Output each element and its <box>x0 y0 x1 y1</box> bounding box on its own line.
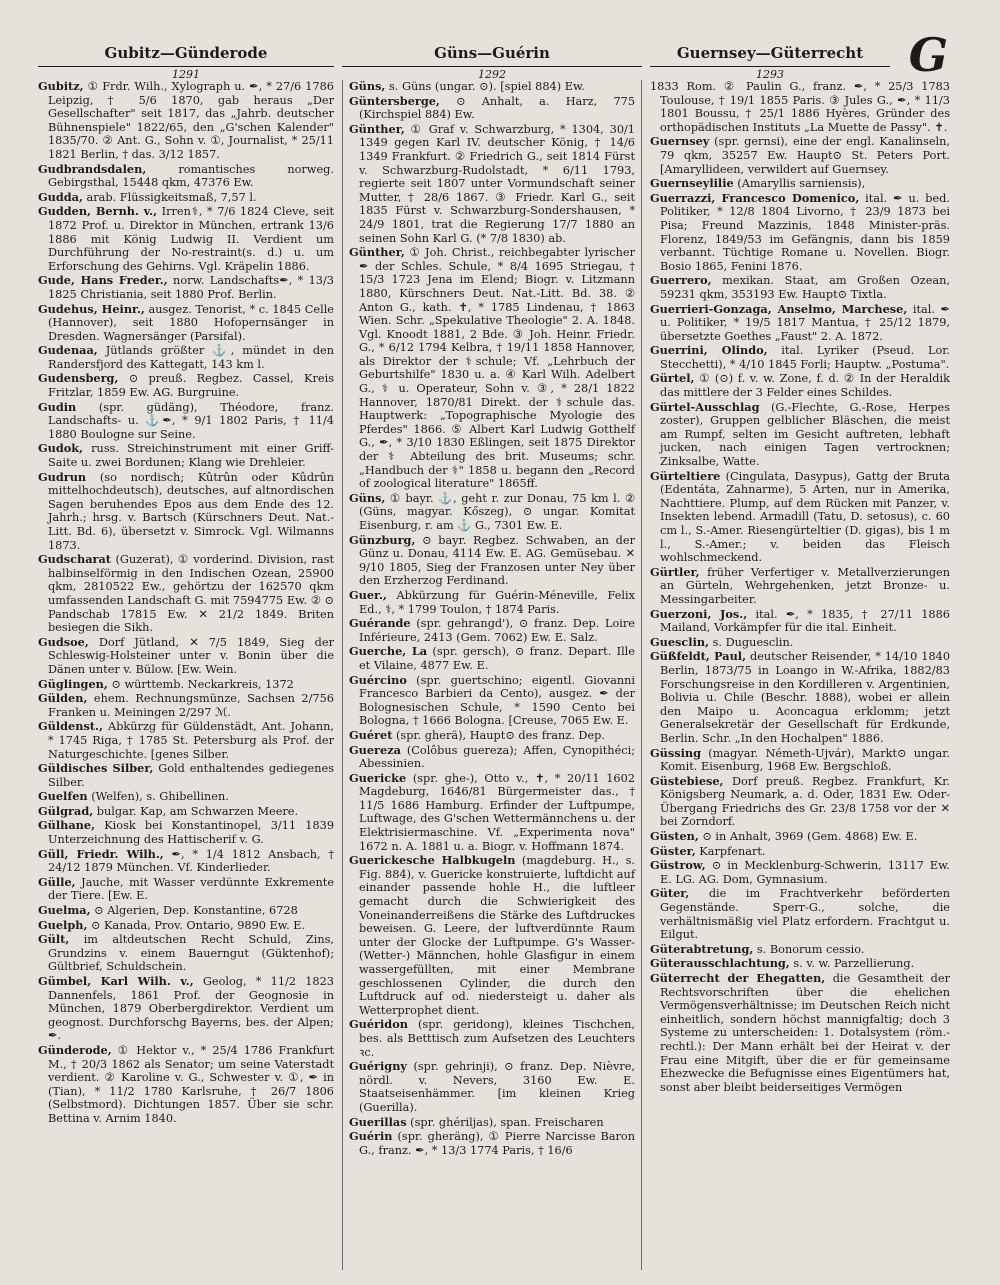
dictionary-entry <box>38 636 334 677</box>
header-title: Guernsey—Güterrecht <box>676 44 864 62</box>
dictionary-entry <box>38 904 334 918</box>
entry-text: ① Hektor v., * 25/4 1786 Frankfurt M., † 20/3 1862 als Senator; um seine Vaterstadt verdient. ② Karoline v. G., Schwester v. ①, ✒ in (Tian), * 11/2 1780 Karlsruhe, † 26/7 1806 (Selbstmord). Dichtungen 1857. Über sie schr. Bettina v. Arnim 1840. <box>48 1043 334 1125</box>
entry-text: (spr. gehrinji), ⊙ franz. Dep. Nièvre, nördl. v. Nevers, 3160 Ew. E. Staatseisenhämmer. [im kleinen Krieg (Guerilla). <box>359 1060 635 1114</box>
entry-text: ital. ✒, * 1835, † 27/11 1886 Mailand, Vorkämpfer für die ital. Einheit. <box>660 607 950 635</box>
entry-headword: Guernseylilie <box>650 176 734 191</box>
entry-text: (magyar. Németh-Ujvár), Markt⊙ ungar. Komit. Eisenburg, 1968 Ew. Bergschloß. <box>660 746 950 774</box>
entry-headword: Guelph, <box>38 917 88 932</box>
dictionary-entry <box>650 845 950 859</box>
entry-text: arab. Flüssigkeitsmaß, 7,57 l. <box>86 190 257 204</box>
dictionary-entry <box>38 553 334 635</box>
entry-headword: Günderode, <box>38 1042 112 1057</box>
entry-text: (spr. ghériljas), span. Freischaren <box>410 1115 604 1129</box>
entry-headword: Gürtler, <box>650 564 700 579</box>
entry-headword: Guerrazzi, Francesco Domenico, <box>650 190 860 205</box>
dictionary-entry <box>349 589 635 616</box>
dictionary-entry <box>349 772 635 854</box>
dictionary-entry <box>650 177 950 191</box>
entry-text: mexikan. Staat, am Großen Ozean, 59231 qkm, 353193 Ew. Haupt⊙ Tixtla. <box>660 274 950 301</box>
entry-text: ausgez. Tenorist, * c. 1845 Celle (Hannover), seit 1880 Hofopernsänger in Dresden. Wagnersänger (Parsifal). <box>48 302 334 343</box>
entry-headword: Guéret <box>349 727 393 742</box>
page-header-middle <box>342 44 642 81</box>
entry-text: (Colôbus guereza); Affen, Cynopithéci; Abessinien. <box>359 743 636 771</box>
entry-headword: Güstebiese, <box>650 773 724 788</box>
entry-headword: Gülle, <box>38 874 76 889</box>
dictionary-entry <box>650 344 950 371</box>
entry-text: (spr. gehrangd'), ⊙ franz. Dep. Loire Inférieure, 2413 (Gem. 7062) Ew. E. Salz. <box>359 617 635 644</box>
entry-headword: Gudsoe, <box>38 634 89 649</box>
header-title: Gubitz—Günderode <box>104 44 268 62</box>
section-letter: G <box>908 28 948 82</box>
dictionary-entry <box>650 830 950 844</box>
entry-headword: Guericke <box>349 770 407 785</box>
dictionary-entry <box>650 608 950 635</box>
entry-headword: Güntersberge, <box>349 93 440 108</box>
dictionary-entry <box>38 762 334 789</box>
entry-headword: Güter, <box>650 886 690 901</box>
entry-headword: Günzburg, <box>349 532 416 547</box>
entry-headword: Güll, Friedr. Wilh., <box>38 846 164 861</box>
dictionary-entry <box>349 729 635 743</box>
entry-text: ital. Lyriker (Pseud. Lor. Stecchetti), * 4/10 1845 Forli; Hauptw. „Postuma". <box>660 344 950 371</box>
page-number: 1293 <box>650 66 890 81</box>
entry-headword: Gülden, <box>38 691 88 706</box>
dictionary-entry <box>38 372 334 399</box>
dictionary-entry <box>38 471 334 553</box>
entry-headword: Guérigny <box>349 1059 407 1074</box>
entry-headword: Güns, <box>349 490 386 505</box>
entry-text: norw. Landschafts✒, * 13/3 1825 Christiania, seit 1880 Prof. Berlin. <box>48 274 334 301</box>
entry-headword: Guelfen <box>38 789 88 804</box>
dictionary-entry <box>650 401 950 469</box>
dictionary-entry <box>650 887 950 941</box>
dictionary-entry <box>650 470 950 565</box>
entry-text: ital. ✒ u. bed. Politiker, * 12/8 1804 Livorno, † 23/9 1873 bei Pisa; Freund Mazzinis, 1848 Minister-präs. Florenz, 1849/53 im Gefängnis, dann bis 1859 verbannt. Tüchtige Romane u. Novellen. Biogr. Bosio 1865, Fenini 1876. <box>660 191 950 273</box>
entry-headword: Güns, <box>349 80 386 93</box>
entry-text: Abkürzung für Guérin-Méneville, Felix Ed., ⚕, * 1799 Toulon, † 1874 Paris. <box>359 588 635 616</box>
entry-headword: Guesclin, <box>650 634 710 649</box>
entry-headword: Guéridon <box>349 1017 408 1032</box>
entry-text: ital. ✒ u. Politiker, * 19/5 1817 Mantua, † 25/12 1879, übersetzte Goethes „Faust" 2. A. 1872. <box>660 302 950 343</box>
dictionary-entry <box>38 919 334 933</box>
entry-text: die im Frachtverkehr beförderten Gegenstände. Sperr-G., solche, die verhältnismäßig viel Platz erfordern. Frachtgut u. Eilgut. <box>660 887 950 942</box>
entry-text: Dorf Jütland, ✕ 7/5 1849, Sieg der Schleswig-Holsteiner unter v. Bonin über die Dänen unter v. Bülow. [Ew. Wein. <box>48 635 334 676</box>
entry-headword: Güsten, <box>650 829 699 844</box>
dictionary-entry <box>650 80 950 134</box>
entry-headword: Gude, Hans Freder., <box>38 273 168 288</box>
dictionary-entry <box>650 859 950 886</box>
page-header-right <box>650 44 890 81</box>
entry-text: (spr. gersch), ⊙ franz. Depart. Ille et Vilaine, 4877 Ew. E. <box>359 645 635 672</box>
entry-text: (Amaryllis sarniensis), <box>737 177 866 191</box>
entry-text: (Cingulata, Dasypus), Gattg der Bruta (Edentáta, Zahnarme), 5 Arten, nur in Amerika, Nachttiere. Plump, auf dem Rücken mit Panzer, v. Insekten lebend. Armadill (Tatu, D. setosus), c. 60 cm l., S.-Amer. Riesengürteltier (D. gigas), bis 1 m l., S.-Amer.; v. beiden das Fleisch wohlschmeckend. <box>660 469 950 565</box>
entry-headword: Gudbrandsdalen, <box>38 161 147 176</box>
dictionary-entry <box>650 192 950 274</box>
column-middle <box>342 80 642 1270</box>
entry-text: deutscher Reisender, * 14/10 1840 Berlin, 1873/75 in Loango in W.-Afrika, 1882/83 Forschungsreise in den Kordilleren v. Argentinien, Bolivia u. Chile (Beschr. 1888), wobei er allein den Maipo u. Aconcagua erklomm; jetzt Generalsekretär der Gesellschaft für Erdkunde, Berlin. Schr. „In den Hochalpen" 1886. <box>660 650 950 745</box>
dictionary-entry <box>38 790 334 804</box>
dictionary-entry <box>349 1018 635 1059</box>
entry-text: die Gesamtheit der Rechtsvorschriften über die ehelichen Vermögensverhältnisse; im Deutschen Reich nicht einheitlich, sondern höchst mannigfaltig; doch 3 Systeme zu unterscheiden: 1. Dotalsystem (röm.-rechtl.): Der Mann erhält bei der Heirat v. der Frau eine Mitgift, über die er für gemeinsame Ehezwecke die Befugnisse eines Eigentümers hat, sonst aber bleibt beiderseitiges Vermögen <box>660 972 950 1094</box>
dictionary-entry <box>38 678 334 692</box>
dictionary-entry <box>38 848 334 875</box>
column-right <box>650 80 950 1270</box>
dictionary-entry <box>650 650 950 745</box>
dictionary-entry <box>650 303 950 344</box>
dictionary-entry <box>38 975 334 1043</box>
entry-headword: Güglingen, <box>38 676 108 691</box>
dictionary-entry <box>38 1044 334 1126</box>
dictionary-entry <box>650 372 950 399</box>
entry-text: (spr. güdäng), Théodore, franz. Landschafts- u. ⚓✒, * 9/1 1802 Paris, † 11/4 1880 Boulogne sur Seine. <box>48 400 334 441</box>
dictionary-entry <box>650 135 950 176</box>
entry-headword: Gürtel, <box>650 371 695 386</box>
entry-text: ① Joh. Christ., reichbegabter lyrischer ✒ der Schles. Schule, * 8/4 1695 Striegau, † 15/3 1723 Jena im Elend; Biogr. v. Litzmann 1880, Kürschners Deut. Nat.-Litt. Bd. 38. ② Anton G., kath. ✝, * 1785 Lindenau, † 1863 Wien. Schr. „Spekulative Theologie" 2. A. 1848. Vgl. Knoodt 1881, 2 Bde. ③ Joh. Heinr. Friedr. G., * 6/12 1794 Kelbra, † 19/11 1858 Hannover, als Direktor der ⚕schule; Vf. „Lehrbuch der Geburtshilfe" 1830 u. a. ④ Karl Wilh. Adelbert G., ⚕ u. Operateur, Sohn v. ③, * 28/1 1822 Hannover, 1870/81 Direkt. der ⚕schule das. Hauptwerk: „Topographische Myologie des Pferdes" 1866. ⑤ Albert Karl Ludwig Gotthelf G., ✒, * 3/10 1830 Eßlingen, seit 1875 Direktor der ⚕ Abteilung des brit. Museums; schr. „Handbuch der ⚕" 1858 u. begann den „Record of zoological literature" 1865ff. <box>359 246 635 491</box>
dictionary-entry <box>650 943 950 957</box>
entry-headword: Günther, <box>349 245 405 260</box>
entry-text: ① Frdr. Wilh., Xylograph u. ✒, * 27/6 1786 Leipzig, † 5/6 1870, gab heraus „Der Gesellschafter" seit 1817, das „Jahrb. deutscher Bühnenspiele" 1822/65, den „G'schen Kalender" 1835/70. ② Ant. G., Sohn v. ①, Journalist, * 25/11 1821 Berlin, † das. 3/12 1857. <box>48 80 334 161</box>
entry-headword: Gudehus, Heinr., <box>38 301 145 316</box>
entry-text: Jütlands größter ⚓, mündet in den Randersfjord des Kattegatt, 143 km l. <box>48 344 334 371</box>
dictionary-entry <box>349 1130 635 1157</box>
dictionary-entry <box>349 744 635 771</box>
header-title: Güns—Guérin <box>434 44 550 62</box>
entry-headword: Guerickesche Halbkugeln <box>349 853 516 868</box>
entry-headword: Güldisches Silber, <box>38 761 154 776</box>
dictionary-entry <box>349 80 635 94</box>
dictionary-entry <box>650 636 950 650</box>
entry-headword: Gudok, <box>38 441 84 456</box>
entry-headword: Guer., <box>349 587 387 602</box>
dictionary-entry <box>349 1116 635 1130</box>
dictionary-entry <box>650 747 950 774</box>
dictionary-entry <box>38 720 334 761</box>
entry-headword: Guércino <box>349 672 407 687</box>
entry-text: ⊙ in Mecklenburg-Schwerin, 13117 Ew. E. LG. AG. Dom, Gymnasium. <box>660 859 950 886</box>
page-header-left <box>38 44 334 81</box>
dictionary-entry <box>349 246 635 491</box>
entry-text: s. Duguesclin. <box>712 635 794 649</box>
entry-text: s. v. w. Parzellierung. <box>793 957 915 971</box>
entry-headword: Guerrero, <box>650 273 712 288</box>
entry-text: Irren⚕, * 7/6 1824 Cleve, seit 1872 Prof. u. Direktor in München, ertrank 13/6 1886 mit König Ludwig II. Verdient um Durchführung der No-restraint(s. d.) u. um Erforschung des Gehirns. Vgl. Kräpelin 1886. <box>48 205 334 273</box>
entry-headword: Güster, <box>650 843 696 858</box>
dictionary-entry <box>38 442 334 469</box>
entry-text: ① (⊙) f. v. w. Zone, f. d. ② In der Heraldik das mittlere der 3 Felder eines Schildes. <box>660 372 950 400</box>
dictionary-entry <box>38 692 334 719</box>
dictionary-entry <box>650 274 950 301</box>
entry-text: (G.-Flechte, G.-Rose, Herpes zoster), Gruppen gelblicher Bläschen, die meist am Rumpf, selten im Gesicht auftreten, lebhaft jucken, nach einigen Tagen vertrocknen; Zinksalbe, Watte. <box>660 400 950 469</box>
entry-text: ⊙ Algerien, Dep. Konstantine, 6728 <box>94 904 298 918</box>
entry-text: (spr. gernsi), eine der engl. Kanalinseln, 79 qkm, 35257 Ew. Haupt⊙ St. Peters Port. [Amaryllideen, verwildert auf Guernsey. <box>660 135 950 176</box>
dictionary-entry <box>38 344 334 371</box>
dictionary-entry <box>38 876 334 903</box>
dictionary-entry <box>38 401 334 442</box>
entry-headword: Güterrecht der Ehegatten, <box>650 971 826 985</box>
entry-headword: Guereza <box>349 742 401 757</box>
dictionary-entry <box>38 303 334 344</box>
entry-text: ⊙ bayr. Regbez. Schwaben, an der Günz u. Donau, 4114 Ew. E. AG. Gemüsebau. ✕ 9/10 1805, Sieg der Franzosen unter Ney über den Erzherzog Ferdinand. <box>359 533 635 588</box>
dictionary-entry <box>38 80 334 162</box>
dictionary-entry <box>650 775 950 829</box>
entry-headword: Guérin <box>349 1129 393 1144</box>
page-number: 1292 <box>342 66 642 81</box>
entry-text: ⊙ preuß. Regbez. Cassel, Kreis Fritzlar, 1859 Ew. AG. Burgruine. <box>48 372 334 400</box>
entry-text: ① bayr. ⚓, geht r. zur Donau, 75 km l. ② (Güns, magyar. Kőszeg), ⊙ ungar. Komitat Eisenburg, r. am ⚓ G., 7301 Ew. E. <box>359 491 636 532</box>
entry-headword: Guerche, La <box>349 644 428 659</box>
dictionary-entry <box>38 163 334 190</box>
dictionary-entry <box>650 566 950 607</box>
dictionary-entry <box>38 205 334 273</box>
entry-text: s. Bonorum cessio. <box>756 942 865 956</box>
entry-headword: Günther, <box>349 121 405 136</box>
entry-headword: Gült, <box>38 932 70 947</box>
entry-text: (spr. gherä), Haupt⊙ des franz. Dep. <box>396 728 605 742</box>
dictionary-entry <box>650 957 950 971</box>
dictionary-entry <box>349 492 635 533</box>
entry-headword: Gudenaa, <box>38 343 98 358</box>
entry-headword: Gülhane, <box>38 818 96 833</box>
entry-text: ⊙ württemb. Neckarkreis, 1372 <box>111 677 294 691</box>
entry-text: (magdeburg. H., s. Fig. 884), v. Guericke konstruierte, luftdicht auf einander passende hohle H., die luftleer gemacht durch die Schwierigkeit des Voneinanderreißens die Stärke des Luftdruckes beweisen. G. Leere, der luftverdünnte Raum unter der Glocke der Luftpumpe. G's Wasser- (Wetter-) Männchen, hohle Glasfigur in einem wassergefüllten, mit einer Membrane geschlossenen Cylinder, die durch den Luftdruck auf od. niedersteigt u. daher als Wetterprophet dient. <box>359 854 636 1017</box>
entry-headword: Gudensberg, <box>38 371 119 386</box>
dictionary-entry <box>38 805 334 819</box>
entry-text: (so nordisch; Kûtrûn oder Kûdrûn mittelhochdeutsch), deutsches, auf altnordischen Sagen beruhendes Epos aus dem Ende des 12. Jahrh.; hrsg. v. Bartsch (Kürschners Deut. Nat.-Litt. Bd. 6), übersetzt v. Simrock. Vgl. Wilmanns 1873. <box>48 470 334 552</box>
entry-text: bulgar. Kap, am Schwarzen Meere. <box>96 804 299 818</box>
entry-headword: Guerillas <box>349 1114 407 1129</box>
entry-text: ① Graf v. Schwarzburg, * 1304, 30/1 1349 gegen Karl IV. deutscher König, † 14/6 1349 Frankfurt. ② Friedrich G., seit 1814 Fürst v. Schwarzburg-Rudolstadt, * 6/11 1793, regierte seit 1807 unter Vormundschaft seiner Mutter, † 28/6 1867. ③ Friedr. Karl G., seit 1835 Fürst v. Schwarzburg-Sondershausen, * 24/9 1801, trat die Regierung 17/7 1880 an seinen Sohn Karl G. (* 7/8 1830) ab. <box>359 122 635 245</box>
entry-headword: Gürteltiere <box>650 468 721 483</box>
entry-headword: Guerrini, Olindo, <box>650 343 768 358</box>
entry-text: Gold enthaltendes gediegenes Silber. <box>48 762 334 789</box>
entry-text: Karpfenart. <box>699 844 766 858</box>
entry-headword: Guerzoni, Jos., <box>650 606 748 621</box>
entry-headword: Gudda, <box>38 189 83 204</box>
page-number: 1291 <box>38 66 334 81</box>
entry-text: (Guzerat), ① vorderind. Division, rast halbinselförmig in den Indischen Ozean, 25900 qkm, 2810522 Ew., gehörtzu der 162570 qkm umfassenden Landschaft G. mit 7594775 Ew. ② ⊙ Pandschab 17815 Ew. ✕ 21/2 1849. Briten besiegen die Sikh. <box>48 553 334 635</box>
entry-text: (spr. ghe-), Otto v., ✝, * 20/11 1602 Magdeburg, 1646/81 Bürgermeister das., † 11/5 1686 Hamburg. Erfinder der Luftpumpe, Luftwage, des G'schen Wettermännchens u. der Elektrisiermaschine. Vf. „Experimenta nova" 1672 n. A. 1881 u. a. Biogr. v. Hoffmann 1874. <box>359 771 635 853</box>
entry-headword: Gümbel, Karl Wilh. v., <box>38 974 194 988</box>
entry-text: (Welfen), s. Ghibellinen. <box>91 790 229 804</box>
entry-headword: Gudscharat <box>38 552 112 567</box>
dictionary-entry <box>349 534 635 588</box>
dictionary-entry <box>38 819 334 846</box>
entry-text: ehem. Rechnungsmünze, Sachsen 2/756 Franken u. Meiningen 2/297 ℳ. <box>48 692 334 719</box>
entry-text: im altdeutschen Recht Schuld, Zins, Grundzins v. einem Bauerngut (Güktenhof); Gültbrief, Schuldschein. <box>48 933 334 974</box>
entry-headword: Gürtel-Ausschlag <box>650 399 760 414</box>
entry-text: russ. Streichinstrument mit einer Griff-Saite u. zwei Bordunen; Klang wie Drehleier. <box>48 442 334 470</box>
dictionary-entry <box>349 674 635 728</box>
entry-text: früher Verfertiger v. Metallverzierungen an Gürteln, Wehrgehenken, jetzt Bronze- u. Messingarbeiter. <box>660 565 950 606</box>
dictionary-entry <box>349 95 635 122</box>
entry-headword: Guernsey <box>650 134 710 149</box>
entry-headword: Güstrow, <box>650 858 706 873</box>
dictionary-entry <box>650 972 950 1094</box>
dictionary-entry <box>349 617 635 644</box>
entry-headword: Gudin <box>38 399 77 414</box>
entry-text: (spr. guertschino; eigentl. Giovanni Francesco Barbieri da Cento), ausgez. ✒ der Bolognesischen Schule, * 1590 Cento bei Bologna, † 1666 Bologna. [Creuse, 7065 Ew. E. <box>359 673 635 728</box>
dictionary-entry <box>349 1060 635 1114</box>
entry-headword: Gudden, Bernh. v., <box>38 204 158 219</box>
entry-text: ⊙ Anhalt, a. Harz, 775 (Kirchspiel 884) Ew. <box>359 94 636 122</box>
entry-headword: Guelma, <box>38 903 91 918</box>
entry-text: (spr. gheräng), ① Pierre Narcisse Baron G., franz. ✒, * 13/3 1774 Paris, † 16/6 <box>359 1130 635 1157</box>
dictionary-entry <box>349 854 635 1017</box>
dictionary-entry <box>349 123 635 245</box>
entry-headword: Guérande <box>349 616 411 631</box>
entry-headword: Guerrieri-Gonzaga, Anselmo, Marchese, <box>650 301 908 316</box>
dictionary-entry <box>38 933 334 974</box>
entry-text: Abkürzg für Güldenstädt, Ant. Johann, * 1745 Riga, † 1785 St. Petersburg als Prof. der Naturgeschichte. [genes Silber. <box>48 720 334 761</box>
entry-text: s. Güns (ungar. ⊙). [spiel 884) Ew. <box>388 80 585 93</box>
dictionary-entry <box>349 645 635 672</box>
dictionary-entry <box>38 191 334 205</box>
entry-text: Geolog, * 11/2 1823 Dannenfels, 1861 Prof. der Geognosie in München, 1879 Oberbergdirektor. Verdient um geognost. Durchforschg Bayerns, bes. der Alpen; ✒. <box>48 975 334 1043</box>
entry-text: Kiosk bei Konstantinopel, 3/11 1839 Unterzeichnung des Hattischerif v. G. <box>48 819 334 847</box>
entry-headword: Güßfeldt, Paul, <box>650 649 747 664</box>
entry-text: (spr. geridong), kleines Tischchen, bes. als Betttisch zum Aufsetzen des Leuchters ꝛc. <box>359 1018 635 1059</box>
entry-headword: Gülgrad, <box>38 803 94 818</box>
entry-headword: Güterausschlachtung, <box>650 956 790 971</box>
dictionary-entry <box>38 274 334 301</box>
entry-text: ⊙ Kanada, Prov. Ontario, 9890 Ew. E. <box>90 918 306 932</box>
entry-headword: Güldenst., <box>38 719 103 734</box>
entry-text: Dorf preuß. Regbez. Frankfurt, Kr. Königsberg Neumark, a. d. Oder, 1831 Ew. Oder-Übergang Friedrichs des Gr. 23/8 1758 vor der ✕ bei Zorndorf. <box>660 774 950 829</box>
column-left <box>38 80 334 1270</box>
entry-headword: Güssing <box>650 745 701 760</box>
entry-headword: Gudrun <box>38 469 87 484</box>
entry-headword: Gubitz, <box>38 80 84 93</box>
entry-text: ⊙ in Anhalt, 3969 (Gem. 4868) Ew. E. <box>702 830 918 844</box>
entry-text: Jauche, mit Wasser verdünnte Exkremente der Tiere. [Ew. E. <box>48 875 334 903</box>
entry-headword: Güterabtretung, <box>650 941 754 956</box>
entry-text: romantisches norweg. Gebirgsthal, 15448 qkm, 47376 Ew. <box>48 162 334 190</box>
entry-text: 1833 Rom. ② Paulin G., franz. ✒, * 25/3 1783 Toulouse, † 19/1 1855 Paris. ③ Jules G., ✒, * 11/3 1801 Boussu, † 25/1 1886 Hyères, Gründer des orthopädischen Instituts „La Muette de Passy". ✝. <box>650 80 950 134</box>
entry-text: ✒, * 1/4 1812 Ansbach, † 24/12 1879 München. Vf. Kinderlieder. <box>48 847 334 875</box>
